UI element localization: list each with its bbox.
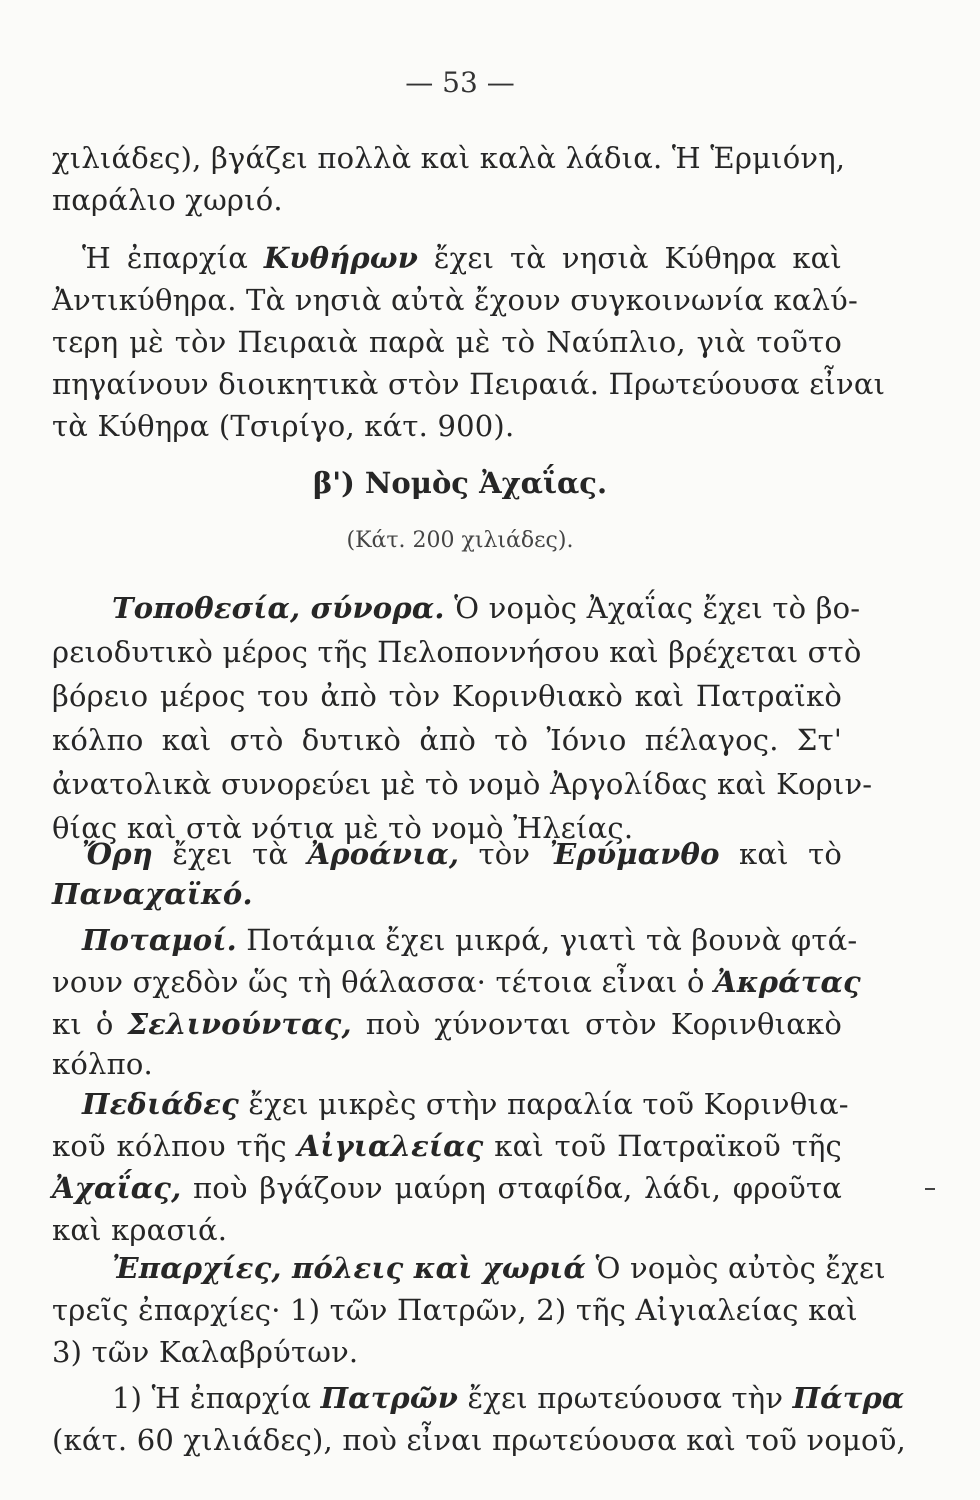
text-line: ρειοδυτικὸ μέρος τῆς Πελοποννήσου καὶ βρέχεται στὸ (52, 635, 862, 669)
text-line (52, 874, 842, 914)
text-line: Ἐπαρχίες, πόλεις καὶ χωριά Ὁ νομὸς αὐτὸς ἔχει (112, 1251, 886, 1285)
text-line: κι ὁ Σελινούντας, ποὺ χύνονται στὸν Κορινθιακὸ (52, 1007, 842, 1041)
bold-term: Ποταμοί. (82, 923, 237, 957)
bold-term: Σελινούντας, (127, 1007, 352, 1041)
text-line: νουν σχεδὸν ὥς τὴ θάλασσα· τέτοια εἶναι ὁ Ἀκράτας (52, 965, 861, 999)
bold-term: Πεδιάδες (82, 1087, 239, 1121)
text-line: τερη μὲ τὸν Πειραιὰ παρὰ μὲ τὸ Ναύπλιο, γιὰ τοῦτο (52, 325, 842, 359)
text-line: (κάτ. 60 χιλιάδες), ποὺ εἶναι πρωτεύουσα καὶ τοῦ νομοῦ, (52, 1423, 906, 1457)
text-line: παράλιο χωριό. (52, 183, 283, 217)
section-subtitle: (Κάτ. 200 χιλιάδες). (346, 528, 574, 553)
text-line: πηγαίνουν διοικητικὰ στὸν Πειραιά. Πρωτεύουσα εἶναι (52, 367, 886, 401)
bold-term: Ἐπαρχίες, πόλεις καὶ χωριά (112, 1251, 587, 1285)
bold-term: Παναχαϊκό. (52, 877, 253, 911)
bold-term: Ἐρύμανθο (549, 837, 720, 871)
text-line: Ποταμοί. Ποτάμια ἔχει μικρά, γιατὶ τὰ βουνὰ φτά- (82, 923, 858, 957)
text-line: κόλπο καὶ στὸ δυτικὸ ἀπὸ τὸ Ἰόνιο πέλαγος. Στ' (52, 723, 842, 757)
text-line: θίας καὶ στὰ νότια μὲ τὸ νομὸ Ἠλείας. (52, 811, 634, 845)
bold-term: Ἀκράτας (714, 965, 861, 999)
text-line: τὰ Κύθηρα (Τσιρίγο, κάτ. 900). (52, 409, 515, 443)
text-line: ἀνατολικὰ συνορεύει μὲ τὸ νομὸ Ἀργολίδας καὶ Κοριν- (52, 767, 873, 801)
bold-term: Πατρῶν (320, 1381, 459, 1415)
margin-mark (925, 1188, 935, 1190)
bold-term: Πάτρα (792, 1381, 905, 1415)
text-line: Ἀντικύθηρα. Τὰ νησιὰ αὐτὰ ἔχουν συγκοινωνία καλύ- (52, 283, 858, 317)
text-line: κόλπο. (52, 1047, 153, 1081)
text-line: Ἡ ἐπαρχία Κυθήρων ἔχει τὰ νησιὰ Κύθηρα καὶ (82, 241, 842, 275)
text-line: τρεῖς ἐπαρχίες· 1) τῶν Πατρῶν, 2) τῆς Αἰγιαλείας καὶ (52, 1293, 858, 1327)
text-line: Τοποθεσία, σύνορα. Ὁ νομὸς Ἀχαΐας ἔχει τὸ βο- (112, 591, 861, 625)
bold-term: Ἀροάνια, (307, 837, 460, 871)
bold-term: Τοποθεσία, σύνορα. (112, 591, 445, 625)
text-line: Πεδιάδες ἔχει μικρὲς στὴν παραλία τοῦ Κορινθια- (82, 1087, 849, 1121)
section-heading: β') Νομὸς Ἀχαΐας. (312, 466, 608, 500)
text-line: Ἀχαΐας, ποὺ βγάζουν μαύρη σταφίδα, λάδι, φροῦτα (52, 1171, 842, 1205)
text-line: βόρειο μέρος του ἀπὸ τὸν Κορινθιακὸ καὶ Πατραϊκὸ (52, 679, 842, 713)
bold-term: Ὄρη (82, 837, 153, 871)
page-number: — 53 — (405, 66, 515, 99)
text-line: 3) τῶν Καλαβρύτων. (52, 1335, 359, 1369)
bold-term: Κυθήρων (263, 241, 419, 275)
bold-term: Αἰγιαλείας (297, 1129, 484, 1163)
text-line: κοῦ κόλπου τῆς Αἰγιαλείας καὶ τοῦ Πατραϊκοῦ τῆς (52, 1129, 842, 1163)
text-line: 1) Ἡ ἐπαρχία Πατρῶν ἔχει πρωτεύουσα τὴν Πάτρα (112, 1381, 905, 1415)
text-line: χιλιάδες), βγάζει πολλὰ καὶ καλὰ λάδια. Ἡ Ἑρμιόνη, (52, 141, 846, 175)
text-line: Ὄρη ἔχει τὰ Ἀροάνια, τὸν Ἐρύμανθο καὶ τὸ (82, 837, 842, 871)
bold-term: Ἀχαΐας, (52, 1171, 182, 1205)
text-line: καὶ κρασιά. (52, 1213, 228, 1247)
